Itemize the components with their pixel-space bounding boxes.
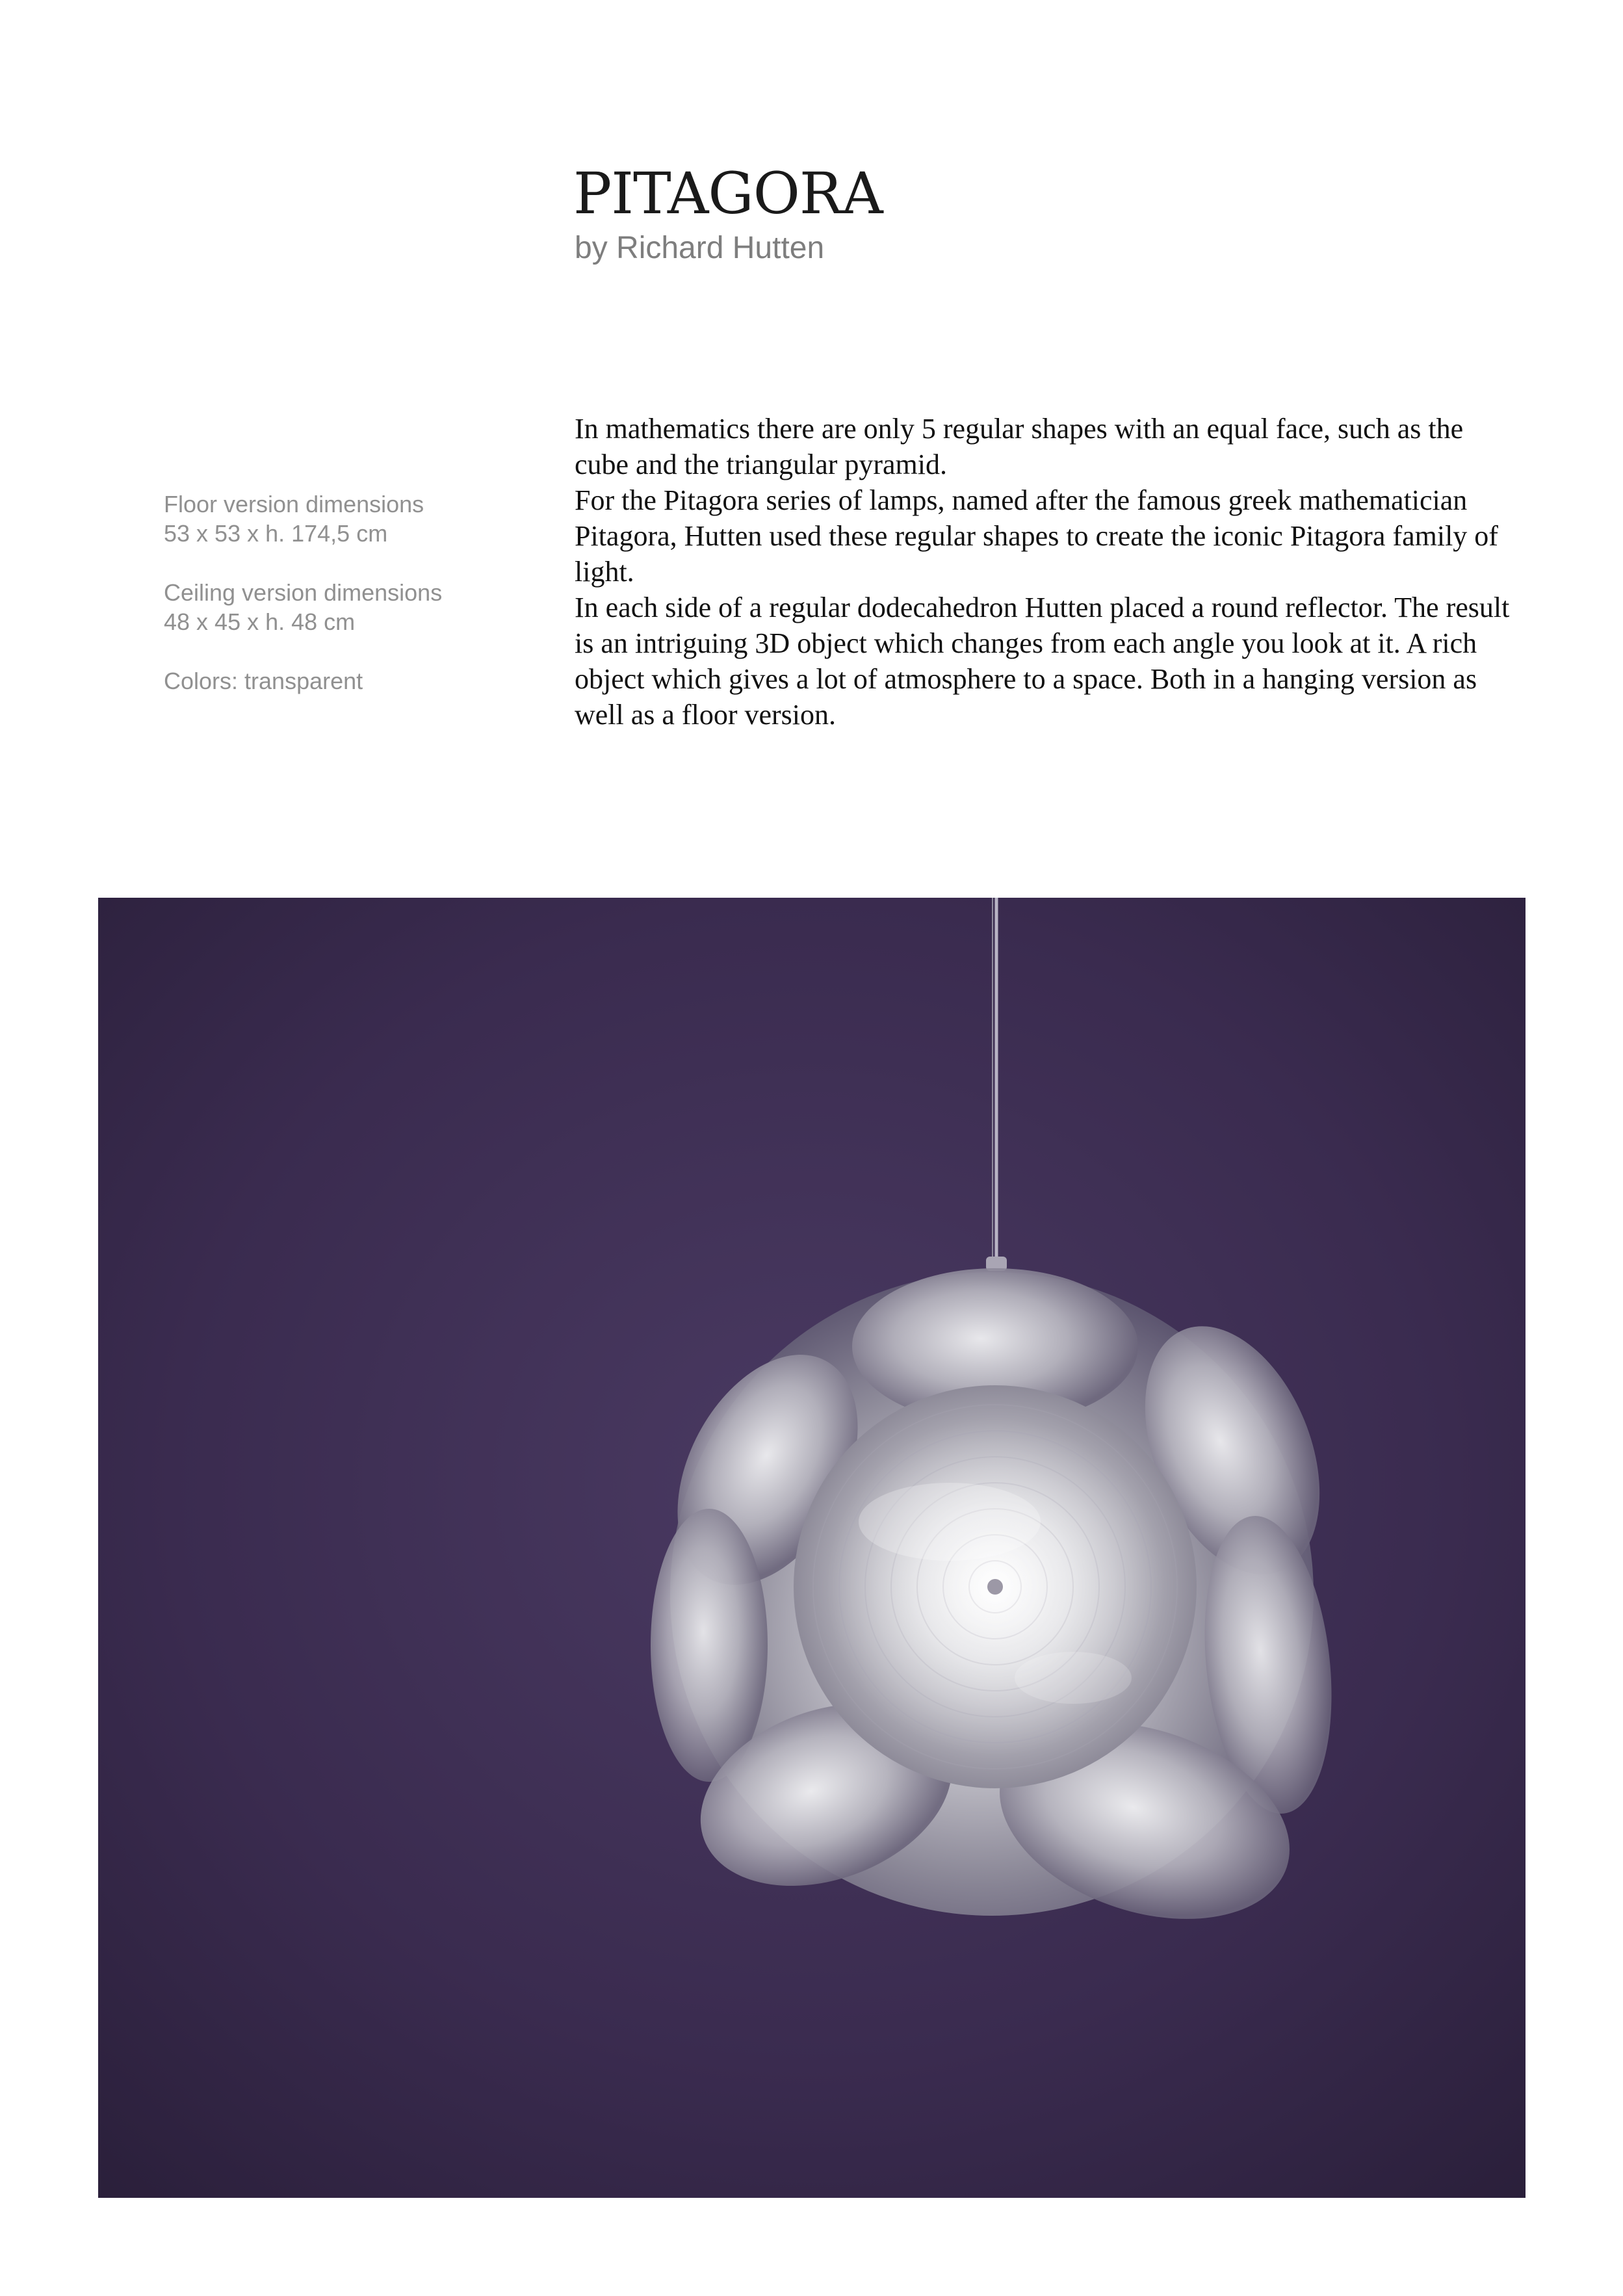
ceiling-version-label: Ceiling version dimensions xyxy=(164,579,443,606)
description-paragraph: For the Pitagora series of lamps, named after the famous greek mathematician Pitagora, Hutten used these regular shapes to create the iconic Pitagora family of light. xyxy=(575,484,1498,588)
ceiling-version-spec xyxy=(164,578,515,636)
ceiling-version-dimensions: 48 x 45 x h. 48 cm xyxy=(164,608,356,635)
product-title: PITAGORA xyxy=(573,160,883,227)
floor-version-spec xyxy=(164,489,515,548)
description-paragraph: In each side of a regular dodecahedron Hutten placed a round reflector. The result is an intriguing 3D object which changes from each angle you look at it. A rich object which gives a lot of atmosphere to a space. Both in a hanging version as well as a floor version. xyxy=(575,592,1510,731)
pendant-lamp-photo xyxy=(98,898,1526,2198)
colors-value: Colors: transparent xyxy=(164,668,363,694)
center-screw xyxy=(987,1579,1003,1595)
floor-version-dimensions: 53 x 53 x h. 174,5 cm xyxy=(164,520,388,547)
designer-byline: by Richard Hutten xyxy=(575,231,825,265)
colors-spec xyxy=(164,666,515,696)
product-description xyxy=(575,411,1524,733)
spec-sidebar xyxy=(164,489,515,725)
floor-version-label: Floor version dimensions xyxy=(164,491,424,517)
description-paragraph: In mathematics there are only 5 regular shapes with an equal face, such as the cube and the triangular pyramid. xyxy=(575,413,1464,480)
